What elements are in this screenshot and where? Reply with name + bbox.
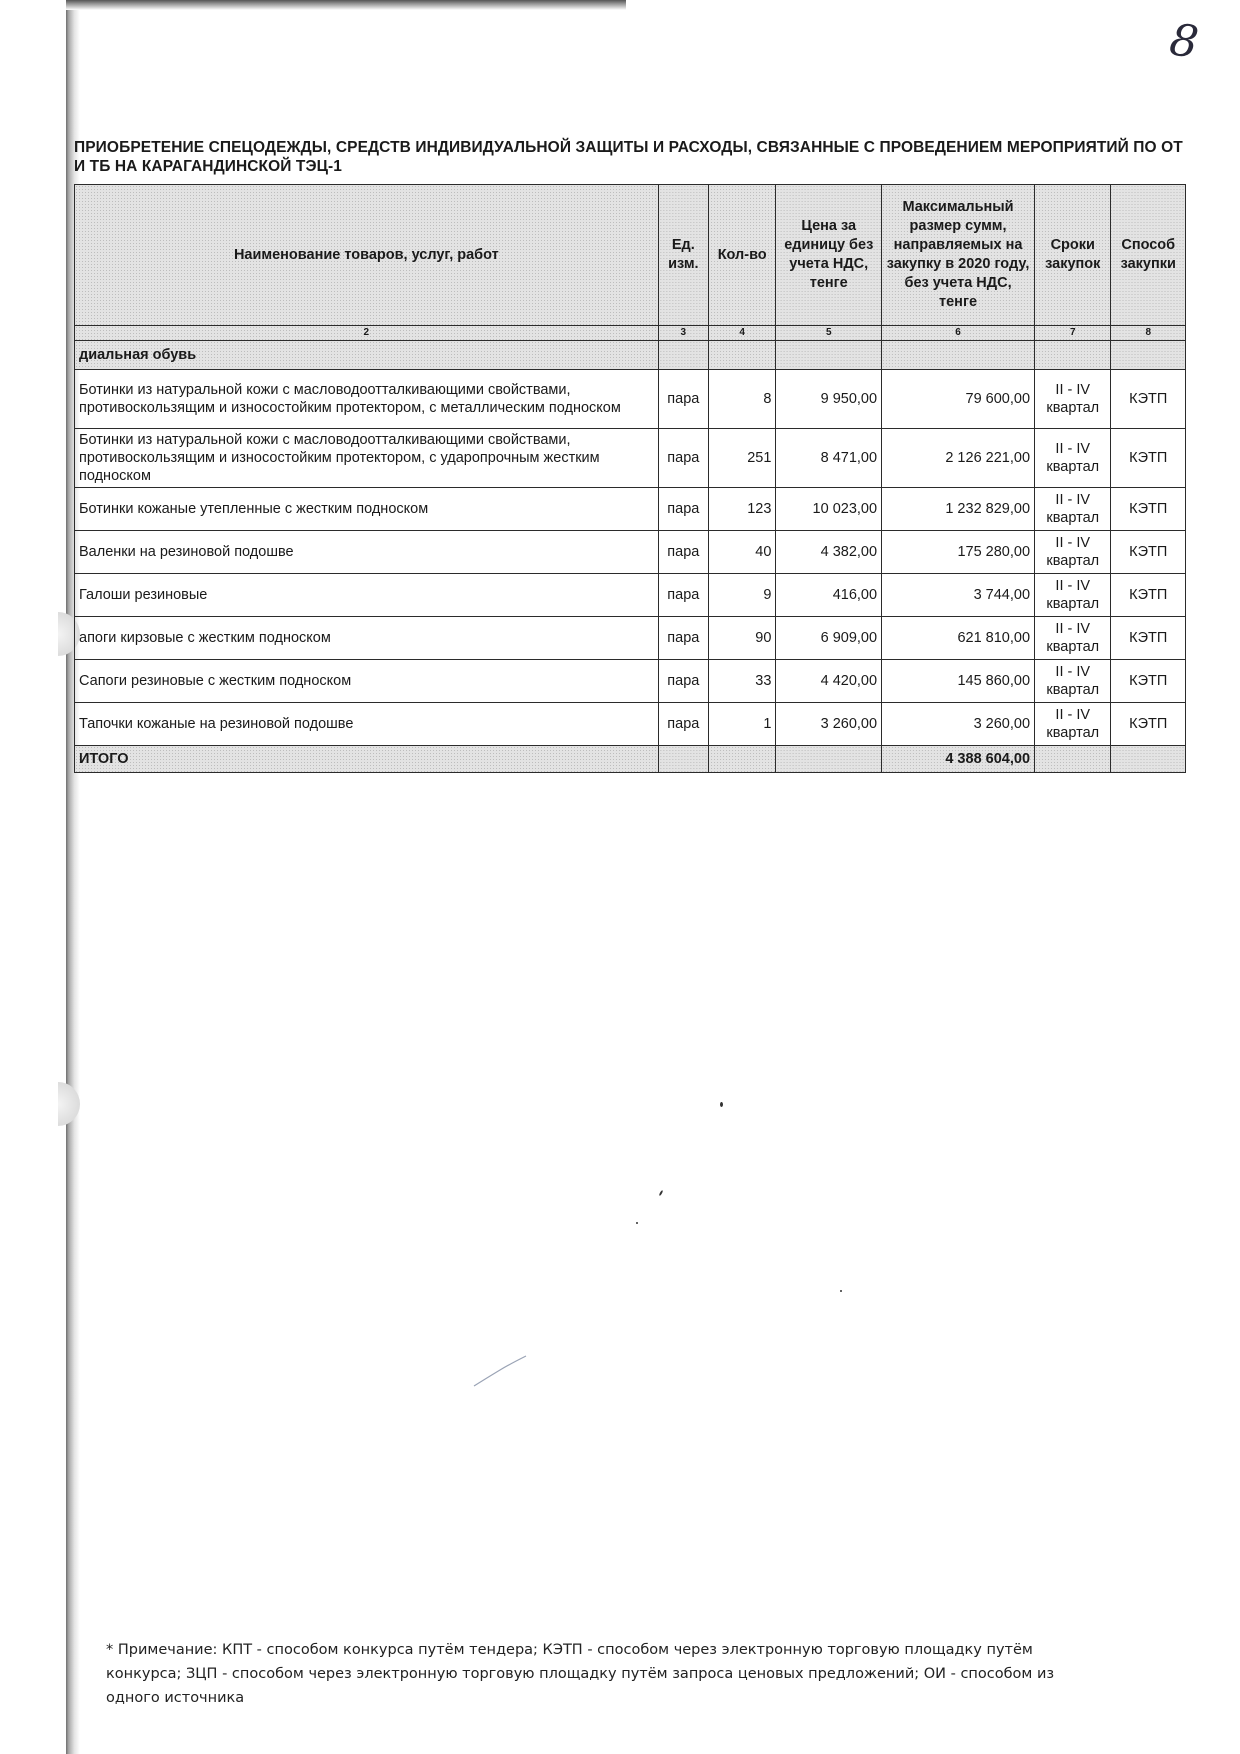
period-line: квартал — [1046, 400, 1100, 416]
column-number: 7 — [1035, 326, 1111, 341]
header-method: Способ закупки — [1111, 185, 1186, 326]
item-name: Ботинки из натуральной кожи с масловодоотталкивающими свойствами, противоскользящим и износостойким протектором, с ударопрочным жестким подноском — [75, 429, 659, 488]
item-sum: 621 810,00 — [882, 617, 1035, 660]
item-sum: 1 232 829,00 — [882, 488, 1035, 531]
document-title: ПРИОБРЕТЕНИЕ СПЕЦОДЕЖДЫ, СРЕДСТВ ИНДИВИДУАЛЬНОЙ ЗАЩИТЫ И РАСХОДЫ, СВЯЗАННЫЕ С ПРОВЕДЕНИЕМ МЕРОПРИЯТИЙ ПО ОТ И ТБ НА КАРАГАНДИНСКОЙ ТЭЦ-1 — [74, 139, 1183, 175]
procurement-table — [74, 184, 1186, 773]
item-price: 416,00 — [776, 574, 882, 617]
period-line: II - IV — [1055, 621, 1091, 637]
item-qty: 251 — [708, 429, 775, 488]
section-label: диальная обувь — [75, 341, 659, 370]
item-period — [1035, 660, 1111, 703]
item-unit: пара — [658, 429, 708, 488]
period-line: II - IV — [1055, 382, 1091, 398]
column-number-row — [75, 326, 1186, 341]
item-period — [1035, 703, 1111, 746]
total-label: ИТОГО — [75, 746, 659, 773]
item-qty: 9 — [708, 574, 775, 617]
item-price: 10 023,00 — [776, 488, 882, 531]
scan-speck — [840, 1290, 842, 1292]
period-line: II - IV — [1055, 664, 1091, 680]
header-name: Наименование товаров, услуг, работ — [75, 185, 659, 326]
header-unit: Ед. изм. — [658, 185, 708, 326]
item-name: Тапочки кожаные на резиновой подошве — [75, 703, 659, 746]
footnote: * Примечание: КПТ - способом конкурса путём тендера; КЭТП - способом через электронную торговую площадку путём конкурса; ЗЦП - способом через электронную торговую площадку путём запроса ценовых предложений; ОИ - способом из одного источника — [106, 1642, 1055, 1706]
period-line: квартал — [1046, 639, 1100, 655]
item-period — [1035, 429, 1111, 488]
item-unit: пара — [658, 531, 708, 574]
item-method: КЭТП — [1111, 370, 1186, 429]
table-row — [75, 660, 1186, 703]
period-line: II - IV — [1055, 578, 1091, 594]
item-name: Валенки на резиновой подошве — [75, 531, 659, 574]
item-period — [1035, 574, 1111, 617]
item-sum: 79 600,00 — [882, 370, 1035, 429]
scan-speck — [636, 1222, 638, 1224]
period-line: II - IV — [1055, 707, 1091, 723]
item-period — [1035, 488, 1111, 531]
item-period — [1035, 617, 1111, 660]
column-number: 6 — [882, 326, 1035, 341]
scan-speck — [659, 1190, 664, 1196]
period-line: II - IV — [1055, 535, 1091, 551]
item-method: КЭТП — [1111, 660, 1186, 703]
item-method: КЭТП — [1111, 574, 1186, 617]
item-sum: 175 280,00 — [882, 531, 1035, 574]
table-row — [75, 370, 1186, 429]
item-name: Сапоги резиновые с жестким подноском — [75, 660, 659, 703]
item-unit: пара — [658, 660, 708, 703]
period-line: II - IV — [1055, 492, 1091, 508]
table-header-row — [75, 185, 1186, 326]
item-unit: пара — [658, 703, 708, 746]
item-price: 9 950,00 — [776, 370, 882, 429]
item-period — [1035, 531, 1111, 574]
item-unit: пара — [658, 488, 708, 531]
period-line: квартал — [1046, 459, 1100, 475]
item-unit: пара — [658, 617, 708, 660]
column-number: 4 — [708, 326, 775, 341]
period-line: II - IV — [1055, 441, 1091, 457]
item-price: 8 471,00 — [776, 429, 882, 488]
item-qty: 8 — [708, 370, 775, 429]
scan-top-edge — [66, 0, 626, 10]
item-method: КЭТП — [1111, 429, 1186, 488]
column-number: 3 — [658, 326, 708, 341]
period-line: квартал — [1046, 510, 1100, 526]
column-number: 2 — [75, 326, 659, 341]
item-qty: 90 — [708, 617, 775, 660]
item-sum: 3 744,00 — [882, 574, 1035, 617]
item-name: Ботинки кожаные утепленные с жестким подноском — [75, 488, 659, 531]
table-row — [75, 703, 1186, 746]
item-price: 4 382,00 — [776, 531, 882, 574]
item-period — [1035, 370, 1111, 429]
item-method: КЭТП — [1111, 488, 1186, 531]
item-price: 3 260,00 — [776, 703, 882, 746]
period-line: квартал — [1046, 596, 1100, 612]
section-row — [75, 341, 1186, 370]
item-name: Ботинки из натуральной кожи с масловодоотталкивающими свойствами, противоскользящим и износостойким протектором, с металлическим подноском — [75, 370, 659, 429]
table-row — [75, 429, 1186, 488]
item-sum: 145 860,00 — [882, 660, 1035, 703]
item-unit: пара — [658, 370, 708, 429]
item-sum: 3 260,00 — [882, 703, 1035, 746]
item-qty: 40 — [708, 531, 775, 574]
item-price: 4 420,00 — [776, 660, 882, 703]
period-line: квартал — [1046, 553, 1100, 569]
item-qty: 1 — [708, 703, 775, 746]
item-price: 6 909,00 — [776, 617, 882, 660]
header-max-sum: Максимальный размер сумм, направляемых на закупку в 2020 году, без учета НДС, тенге — [882, 185, 1035, 326]
item-qty: 123 — [708, 488, 775, 531]
table-row — [75, 617, 1186, 660]
header-period: Сроки закупок — [1035, 185, 1111, 326]
item-method: КЭТП — [1111, 617, 1186, 660]
item-sum: 2 126 221,00 — [882, 429, 1035, 488]
item-qty: 33 — [708, 660, 775, 703]
item-unit: пара — [658, 574, 708, 617]
table-row — [75, 488, 1186, 531]
period-line: квартал — [1046, 725, 1100, 741]
item-method: КЭТП — [1111, 703, 1186, 746]
pen-mark — [470, 1352, 530, 1392]
total-row — [75, 746, 1186, 773]
item-name: Галоши резиновые — [75, 574, 659, 617]
table-row — [75, 574, 1186, 617]
table-row — [75, 531, 1186, 574]
item-name: апоги кирзовые с жестким подноском — [75, 617, 659, 660]
header-qty: Кол-во — [708, 185, 775, 326]
period-line: квартал — [1046, 682, 1100, 698]
item-method: КЭТП — [1111, 531, 1186, 574]
header-price: Цена за единицу без учета НДС, тенге — [776, 185, 882, 326]
column-number: 8 — [1111, 326, 1186, 341]
handwritten-page-number: 8 — [1166, 14, 1202, 69]
column-number: 5 — [776, 326, 882, 341]
total-sum: 4 388 604,00 — [882, 746, 1035, 773]
scan-speck — [720, 1102, 723, 1107]
